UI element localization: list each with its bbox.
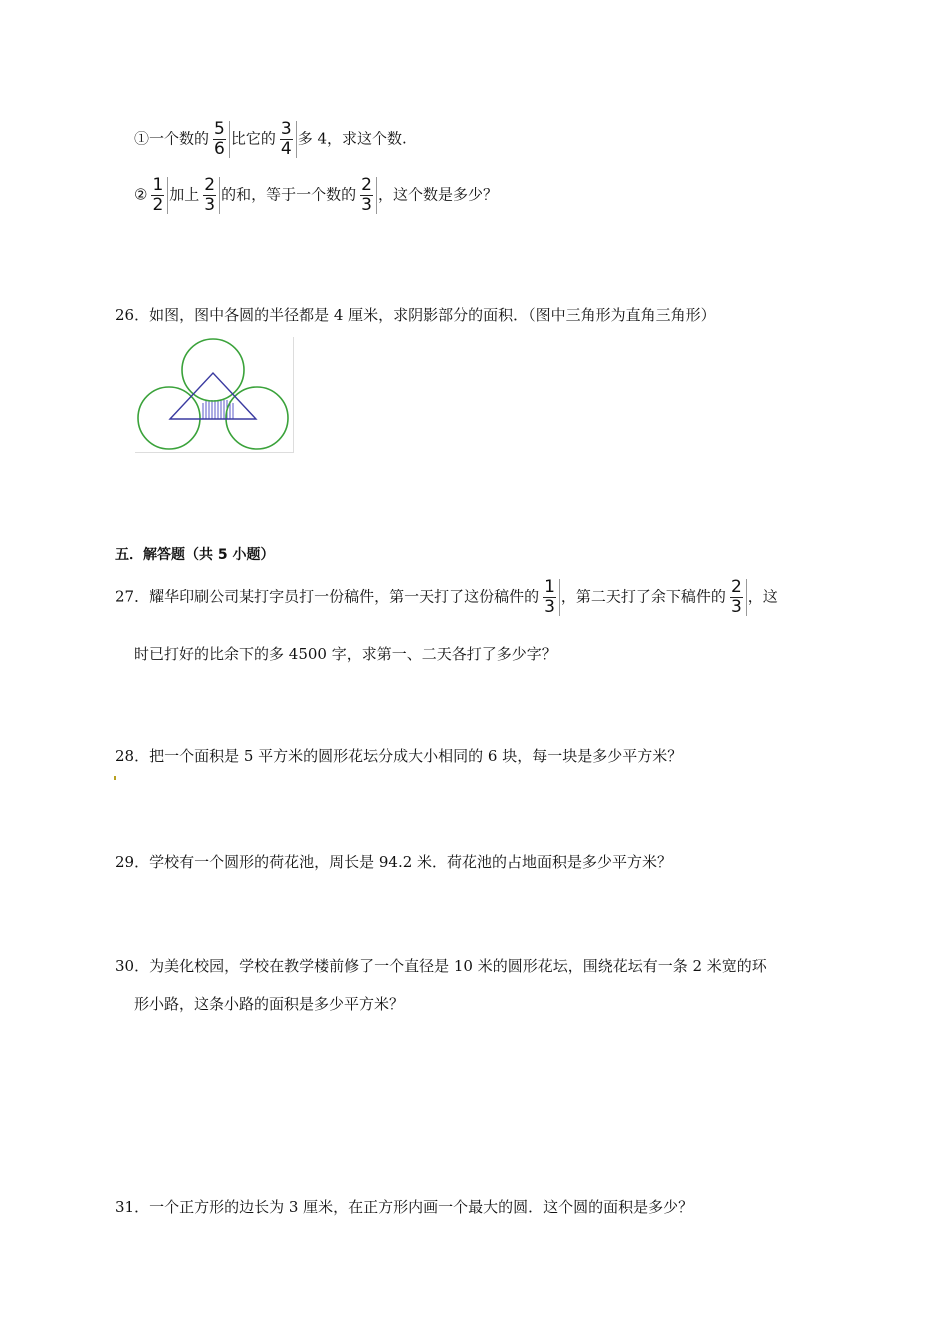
problem-31: 31．一个正方形的边长为 3 厘米，在正方形内画一个最大的圆．这个圆的面积是多少？ — [115, 1198, 694, 1216]
fraction-2-3 — [200, 177, 220, 214]
circle-top — [182, 339, 244, 401]
numerator: 1 — [152, 175, 164, 195]
denominator: 2 — [152, 195, 164, 215]
stray-mark — [114, 776, 116, 780]
problem-25-part-2 — [134, 177, 498, 214]
denominator: 4 — [280, 139, 292, 159]
text: ，这 — [747, 587, 778, 606]
problem-30-line-1: 30．为美化校园，学校在教学楼前修了一个直径是 10 米的圆形花坛，围绕花坛有一条 2 米宽的环 — [115, 957, 767, 975]
numerator: 2 — [730, 577, 742, 597]
numerator: 1 — [544, 577, 555, 597]
problem-28: 28．把一个面积是 5 平方米的圆形花坛分成大小相同的 6 块，每一块是多少平方米？ — [115, 747, 683, 765]
numerator: 2 — [361, 175, 372, 195]
text: ，第二天打了余下稿件的 — [560, 587, 726, 606]
numerator: 5 — [214, 119, 225, 139]
problem-27-line-1 — [115, 579, 778, 616]
text: 多 4，求这个数. — [297, 129, 407, 148]
hatch-lines — [203, 400, 233, 419]
text: 27．耀华印刷公司某打字员打一份稿件，第一天打了这份稿件的 — [115, 587, 540, 606]
problem-25-part-1 — [134, 121, 407, 158]
denominator: 3 — [361, 195, 372, 215]
text: 加上 — [169, 185, 200, 204]
fraction-2-3 — [357, 177, 377, 214]
fraction-3-4 — [277, 121, 297, 158]
numerator: 2 — [204, 175, 216, 195]
problem-27-line-2: 时已打好的比余下的多 4500 字，求第一、二天各打了多少字？ — [134, 645, 557, 663]
numerator: 3 — [280, 119, 292, 139]
text: 比它的 — [230, 129, 276, 148]
text: ，这个数是多少？ — [377, 185, 498, 204]
denominator: 3 — [544, 597, 555, 617]
problem-26: 26．如图，图中各圆的半径都是 4 厘米，求阴影部分的面积．（图中三角形为直角三角形） — [115, 306, 716, 324]
fraction-5-6 — [210, 121, 230, 158]
fraction-1-3 — [540, 579, 560, 616]
text: 一个数的 — [149, 129, 210, 148]
problem-30-line-2: 形小路，这条小路的面积是多少平方米？ — [134, 995, 405, 1013]
problem-29: 29．学校有一个圆形的荷花池，周长是 94.2 米．荷花池的占地面积是多少平方米？ — [115, 853, 673, 871]
part-marker: ② — [134, 185, 148, 204]
denominator: 3 — [204, 195, 216, 215]
fraction-1-2 — [148, 177, 168, 214]
circles-triangle-figure — [135, 337, 294, 453]
denominator: 3 — [730, 597, 742, 617]
section-title: 五．解答题（共 5 小题） — [115, 547, 275, 563]
denominator: 6 — [214, 139, 225, 159]
figure-svg — [135, 337, 293, 452]
part-marker: ① — [134, 129, 150, 148]
text: 的和，等于一个数的 — [221, 185, 357, 204]
fraction-2-3 — [727, 579, 747, 616]
